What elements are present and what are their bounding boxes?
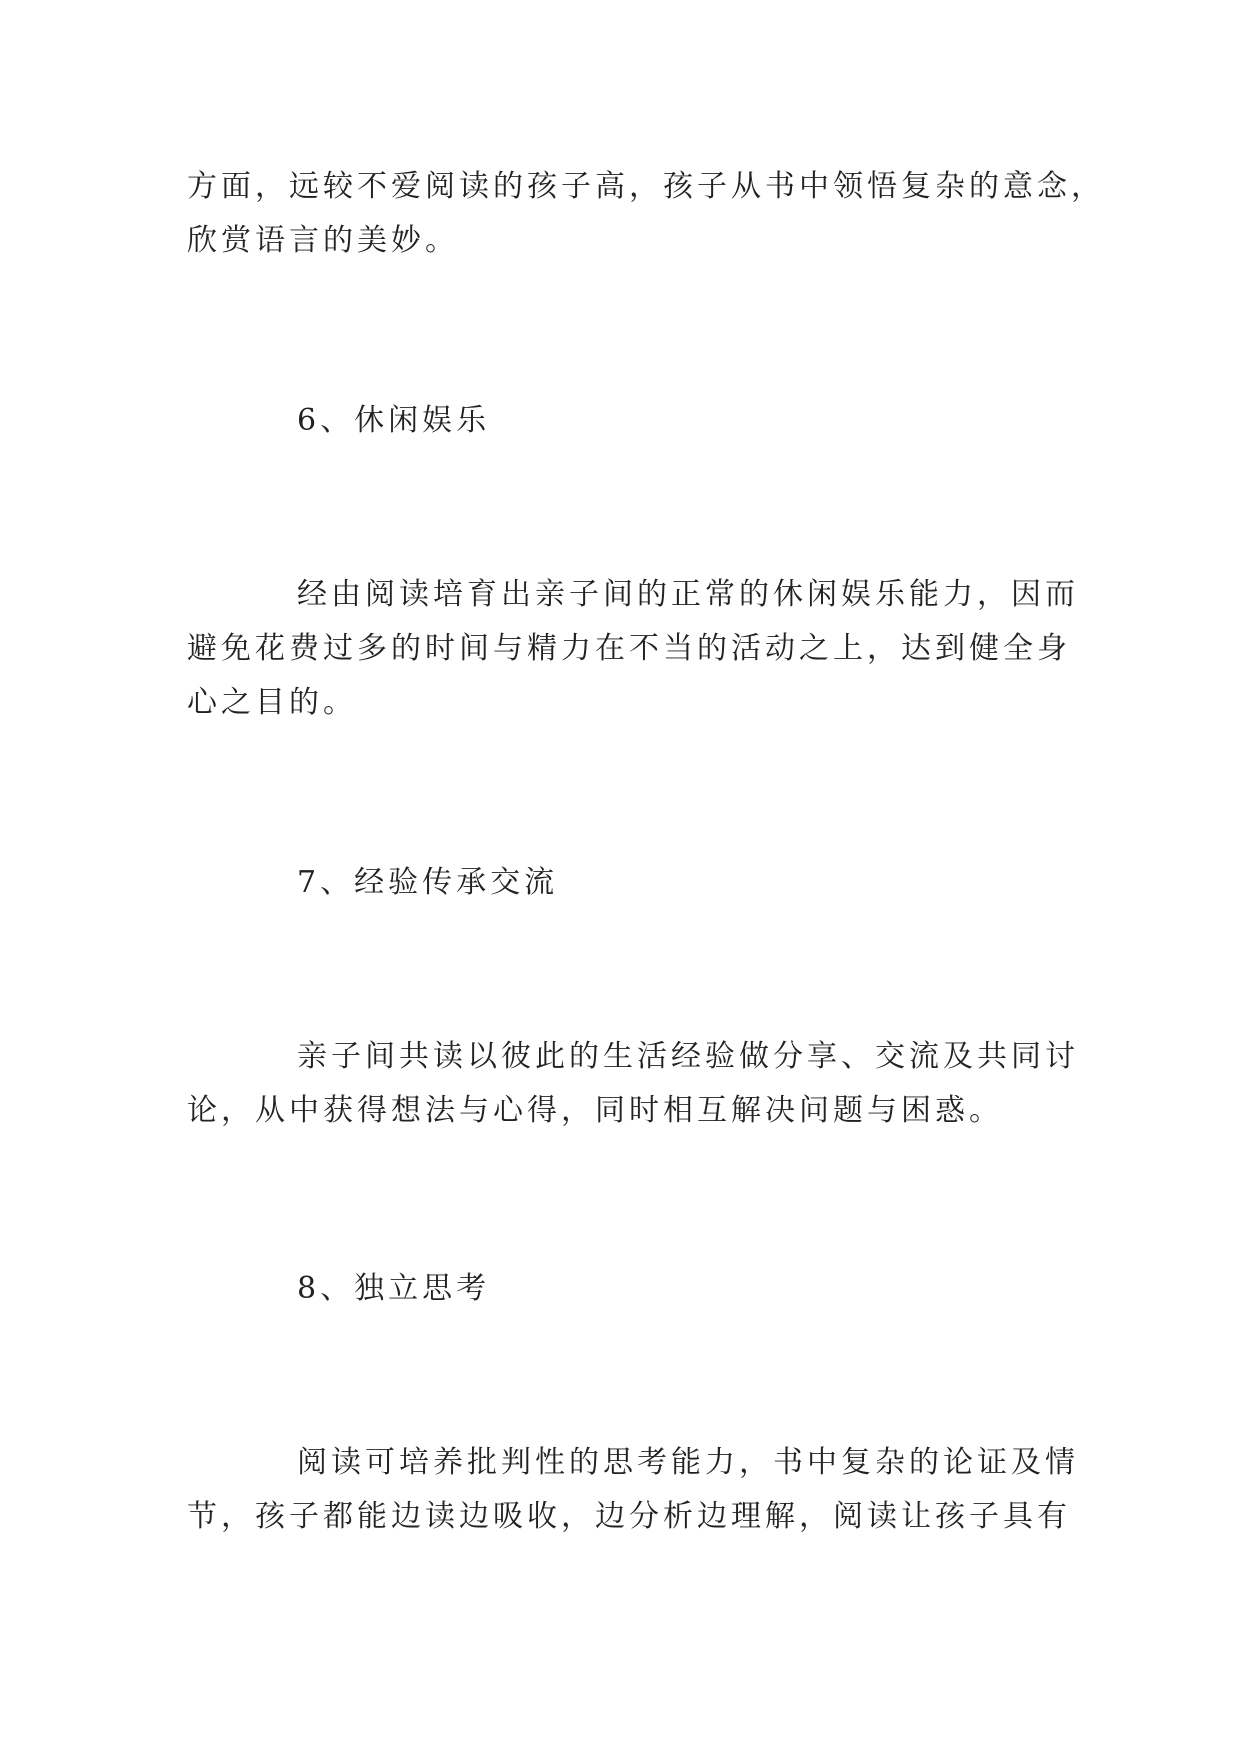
paragraph-line: 亲子间共读以彼此的生活经验做分享、交流及共同讨 xyxy=(297,1039,1079,1074)
section-heading-6: 6、休闲娱乐 xyxy=(297,403,491,438)
paragraph-line: 方面，远较不爱阅读的孩子高，孩子从书中领悟复杂的意念， xyxy=(187,169,1105,204)
paragraph-leisure xyxy=(187,568,1079,730)
section-heading-8: 8、独立思考 xyxy=(297,1271,491,1306)
paragraph-line: 欣赏语言的美妙。 xyxy=(187,223,459,258)
section-heading-7: 7、经验传承交流 xyxy=(297,865,559,900)
paragraph-line: 节，孩子都能边读边吸收，边分析边理解，阅读让孩子具有 xyxy=(187,1499,1071,1534)
paragraph-line: 心之目的。 xyxy=(187,685,357,720)
paragraph-experience-sharing xyxy=(187,1030,1079,1138)
paragraph-line: 阅读可培养批判性的思考能力，书中复杂的论证及情 xyxy=(297,1445,1079,1480)
paragraph-line: 经由阅读培育出亲子间的正常的休闲娱乐能力，因而 xyxy=(297,577,1079,612)
paragraph-line: 避免花费过多的时间与精力在不当的活动之上，达到健全身 xyxy=(187,631,1071,666)
paragraph-line: 论，从中获得想法与心得，同时相互解决问题与困惑。 xyxy=(187,1093,1003,1128)
paragraph-reading-comprehension xyxy=(187,160,1105,268)
paragraph-independent-thinking xyxy=(187,1436,1079,1544)
